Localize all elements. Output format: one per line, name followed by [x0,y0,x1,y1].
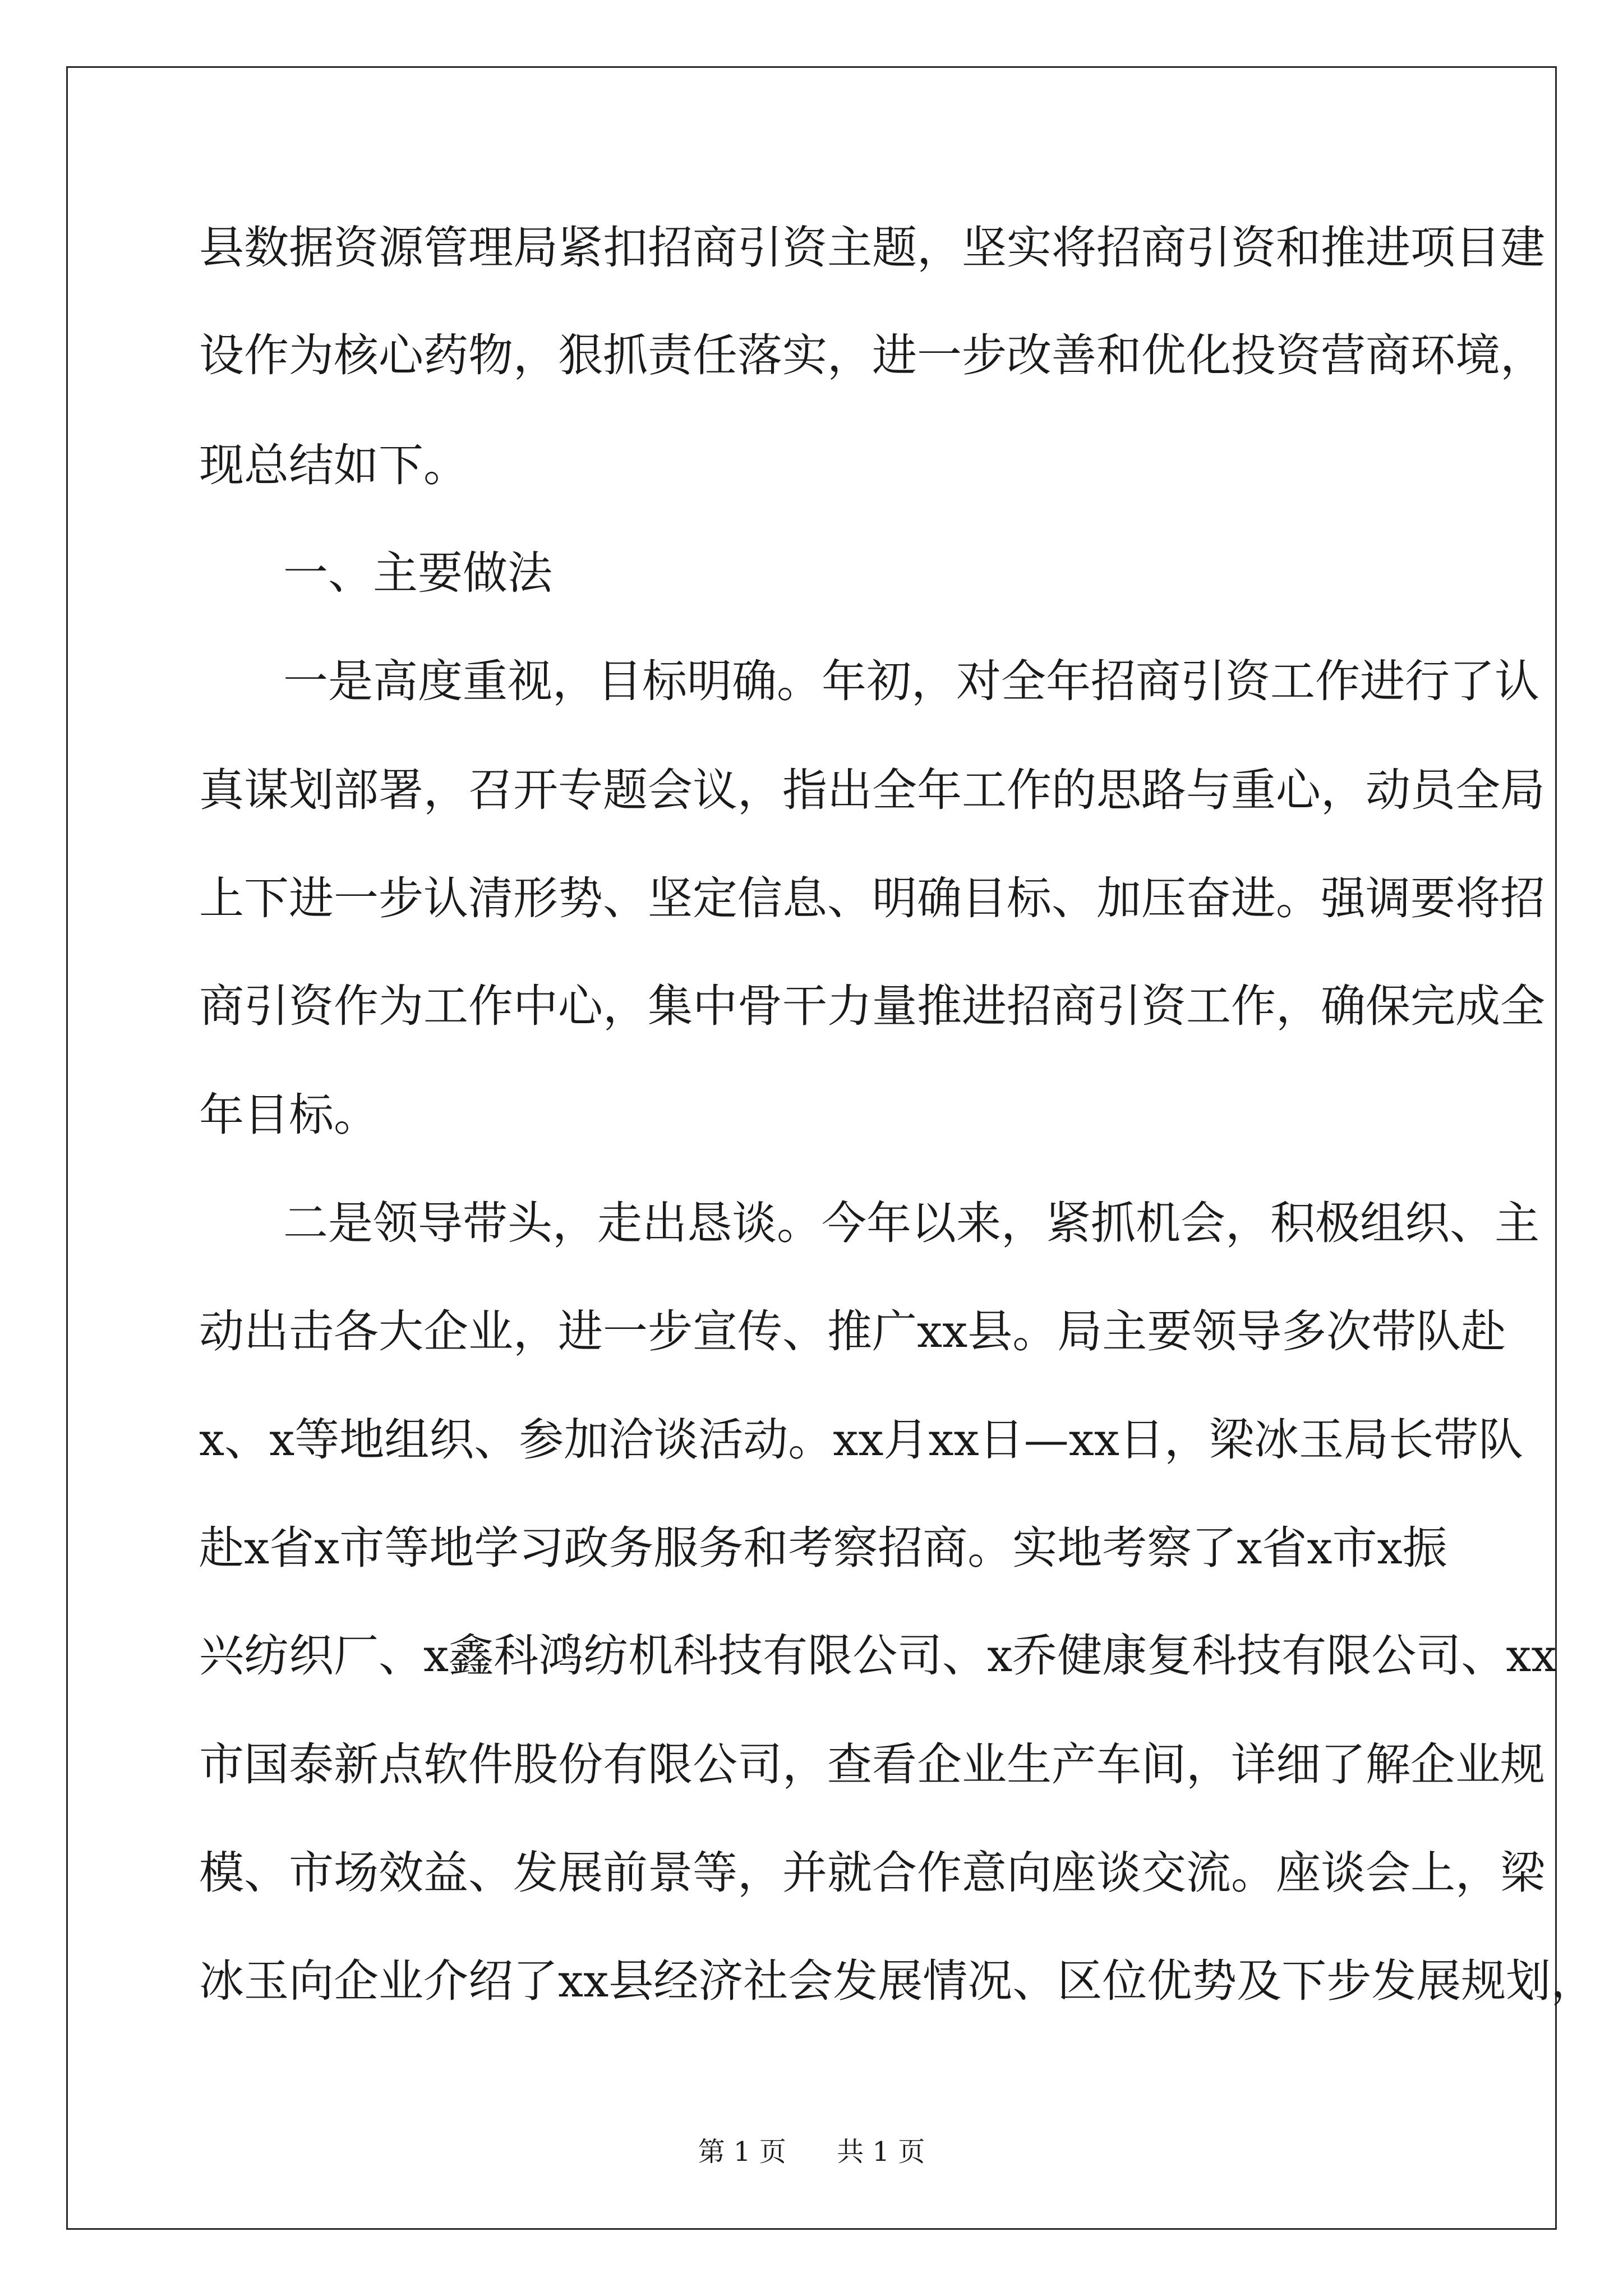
text-line-10: 二 是 领 导 带 头 ， 走 出 恳 谈 。 今 年 以 来 ， 紧 抓 机 会 ， 积 极 组 织 、 主 [283,1197,1539,1249]
text-line-13: 赴 x 省 x 市 等 地 学 习 政 务 服 务 和 考 察 招 商 。 实 地 考 察 了 x 省 x 市 x 振 [199,1522,1447,1574]
text-line-15: 市 国 泰 新 点 软 件 股 份 有 限 公 司 ， 查 看 企 业 生 产 车 间 ， 详 细 了 解 企 业 规 [199,1738,1545,1791]
text-line-12: x 、 x 等 地 组 织 、 参 加 洽 谈 活 动 。 x x 月 x x 日 — x x 日 ， 梁 冰 玉 局 长 带 队 [199,1414,1523,1466]
page-number: 第 1 页 [698,2136,786,2168]
page-border [66,66,1596,2230]
text-line-11: 动 出 击 各 大 企 业 ， 进 一 步 宣 传 、 推 广 x x 县 。 局 主 要 领 导 多 次 带 队 赴 [199,1305,1506,1358]
page-footer [0,2136,1623,2168]
text-line-2: 设 作 为 核 心 药 物 ， 狠 抓 责 任 落 实 ， 进 一 步 改 善 和 优 化 投 资 营 商 环 境 ， [199,329,1545,381]
text-line-1: 县 数 据 资 源 管 理 局 紧 扣 招 商 引 资 主 题 ， 坚 实 将 招 商 引 资 和 推 进 项 目 建 [199,222,1545,274]
text-line-6: 真 谋 划 部 署 ， 召 开 专 题 会 议 ， 指 出 全 年 工 作 的 思 路 与 重 心 ， 动 员 全 局 [199,764,1545,816]
text-line-7: 上 下 进 一 步 认 清 形 势 、 坚 定 信 息 、 明 确 目 标 、 加 压 奋 进 。 强 调 要 将 招 [199,872,1545,924]
text-line-17: 冰 玉 向 企 业 介 绍 了 x x 县 经 济 社 会 发 展 情 况 、 区 位 优 势 及 下 步 发 展 规 划 ， [199,1955,1596,2007]
text-line-14: 兴 纺 织 厂 、 x 鑫 科 鸿 纺 机 科 技 有 限 公 司 、 x 乔 健 康 复 科 技 有 限 公 司 、 x x [199,1630,1557,1682]
text-line-9: 年目标。 [199,1089,379,1141]
text-line-8: 商 引 资 作 为 工 作 中 心 ， 集 中 骨 干 力 量 推 进 招 商 引 资 工 作 ， 确 保 完 成 全 [199,980,1545,1032]
page-total: 共 1 页 [837,2136,925,2168]
text-line-3: 现总结如下。 [199,439,468,491]
text-line-5: 一 是 高 度 重 视 ， 目 标 明 确 。 年 初 ， 对 全 年 招 商 引 资 工 作 进 行 了 认 [283,655,1539,707]
text-line-16: 模 、 市 场 效 益 、 发 展 前 景 等 ， 并 就 合 作 意 向 座 谈 交 流 。 座 谈 会 上 ， 梁 [199,1847,1545,1899]
section-heading: 一、主要做法 [283,547,552,599]
